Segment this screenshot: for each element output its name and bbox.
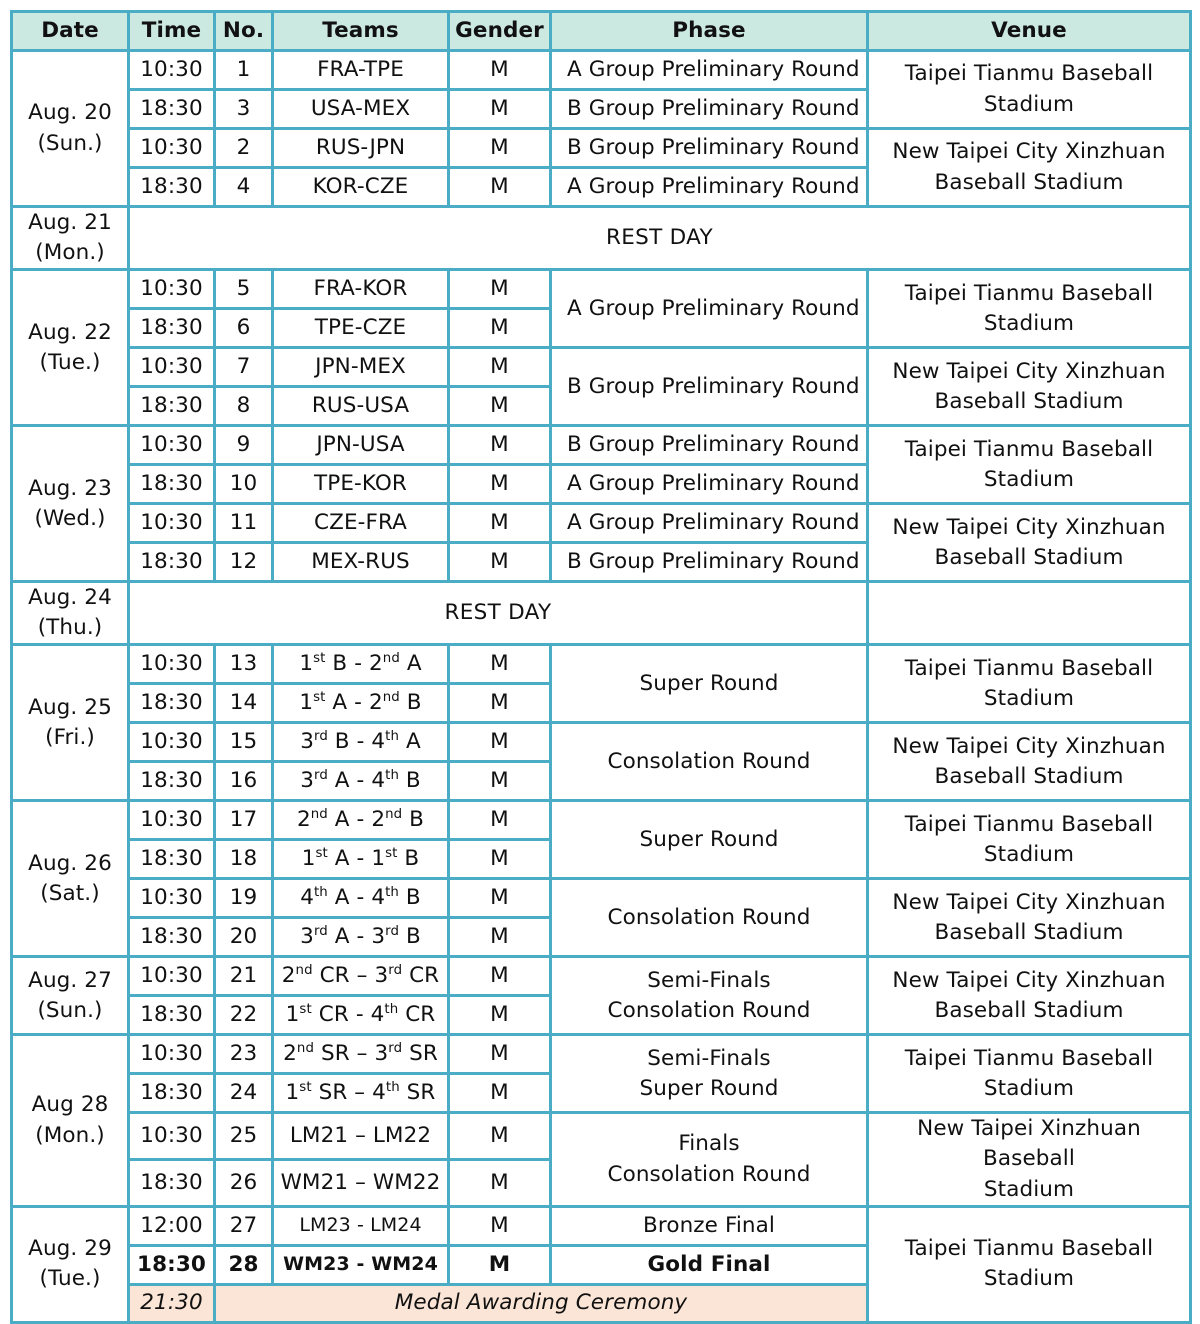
gender-cell: M [449,543,551,582]
teams-cell: KOR-CZE [273,168,449,207]
venue-cell: New Taipei City Xinzhuan Baseball Stadium [868,879,1191,957]
gender-cell: M [449,1074,551,1113]
teams-cell: 3rd B - 4th A [273,723,449,762]
time-cell: 18:30 [129,762,215,801]
venue-cell: Taipei Tianmu Baseball Stadium [868,426,1191,504]
phase-cell: Semi-Finals Consolation Round [551,957,868,1035]
teams-cell: CZE-FRA [273,504,449,543]
gender-cell: M [449,762,551,801]
game-row [12,504,1191,543]
gender-cell: M [449,168,551,207]
venue-cell: New Taipei Xinzhuan Baseball Stadium [868,1113,1191,1206]
rest-day-row [12,207,1191,270]
gender-cell: M [449,1035,551,1074]
game-row [12,879,1191,918]
game-number-cell: 9 [215,426,273,465]
game-number-cell: 12 [215,543,273,582]
date-cell: Aug. 24 (Thu.) [12,582,129,645]
gender-cell: M [449,879,551,918]
teams-cell: 2nd A - 2nd B [273,801,449,840]
gender-cell: M [449,426,551,465]
phase-cell: B Group Preliminary Round [551,129,868,168]
game-row [12,1113,1191,1160]
header-date: Date [12,12,129,51]
phase-cell: A Group Preliminary Round [551,270,868,348]
game-row [12,1206,1191,1245]
time-cell: 18:30 [129,840,215,879]
game-row [12,801,1191,840]
header-venue: Venue [868,12,1191,51]
rest-day-cell: REST DAY [129,207,1191,270]
gender-cell: M [449,309,551,348]
game-row [12,723,1191,762]
time-cell: 18:30 [129,465,215,504]
game-number-cell: 16 [215,762,273,801]
teams-cell: JPN-MEX [273,348,449,387]
gender-cell: M [449,1160,551,1207]
time-cell: 18:30 [129,1160,215,1207]
teams-cell: LM21 – LM22 [273,1113,449,1160]
teams-cell: JPN-USA [273,426,449,465]
time-cell: 10:30 [129,504,215,543]
game-row [12,129,1191,168]
date-cell: Aug 28 (Mon.) [12,1035,129,1206]
phase-cell: Gold Final [551,1245,868,1284]
phase-cell: B Group Preliminary Round [551,543,868,582]
game-row [12,1035,1191,1074]
teams-cell: 1st A - 1st B [273,840,449,879]
time-cell: 10:30 [129,957,215,996]
teams-cell: MEX-RUS [273,543,449,582]
gender-cell: M [449,348,551,387]
game-number-cell: 14 [215,684,273,723]
teams-cell: WM23 - WM24 [273,1245,449,1284]
game-number-cell: 11 [215,504,273,543]
venue-cell: New Taipei City Xinzhuan Baseball Stadium [868,129,1191,207]
gender-cell: M [449,1113,551,1160]
game-number-cell: 2 [215,129,273,168]
game-number-cell: 19 [215,879,273,918]
phase-cell: Finals Consolation Round [551,1113,868,1206]
venue-cell: Taipei Tianmu Baseball Stadium [868,51,1191,129]
gender-cell: M [449,840,551,879]
teams-cell: 2nd CR – 3rd CR [273,957,449,996]
game-number-cell: 21 [215,957,273,996]
venue-cell: Taipei Tianmu Baseball Stadium [868,1206,1191,1322]
time-cell: 18:30 [129,684,215,723]
teams-cell: 4th A - 4th B [273,879,449,918]
teams-cell: 3rd A - 4th B [273,762,449,801]
game-number-cell: 27 [215,1206,273,1245]
phase-cell: Consolation Round [551,879,868,957]
time-cell: 18:30 [129,1074,215,1113]
gender-cell: M [449,51,551,90]
time-cell: 10:30 [129,270,215,309]
time-cell: 10:30 [129,51,215,90]
game-number-cell: 5 [215,270,273,309]
date-cell: Aug. 26 (Sat.) [12,801,129,957]
date-cell: Aug. 27 (Sun.) [12,957,129,1035]
gender-cell: M [449,801,551,840]
phase-cell: A Group Preliminary Round [551,51,868,90]
phase-cell: B Group Preliminary Round [551,426,868,465]
venue-cell: Taipei Tianmu Baseball Stadium [868,270,1191,348]
teams-cell: 1st B - 2nd A [273,645,449,684]
game-number-cell: 8 [215,387,273,426]
gender-cell: M [449,645,551,684]
game-number-cell: 20 [215,918,273,957]
time-cell: 10:30 [129,723,215,762]
teams-cell: WM21 – WM22 [273,1160,449,1207]
rest-day-row [12,582,1191,645]
header-gender: Gender [449,12,551,51]
time-cell: 18:30 [129,543,215,582]
game-number-cell: 3 [215,90,273,129]
phase-cell: Super Round [551,801,868,879]
game-number-cell: 17 [215,801,273,840]
teams-cell: TPE-CZE [273,309,449,348]
venue-cell: New Taipei City Xinzhuan Baseball Stadium [868,723,1191,801]
teams-cell: TPE-KOR [273,465,449,504]
header-no: No. [215,12,273,51]
phase-cell: Bronze Final [551,1206,868,1245]
header-teams: Teams [273,12,449,51]
time-cell: 12:00 [129,1206,215,1245]
ceremony-time-cell: 21:30 [129,1284,215,1322]
venue-cell-empty [868,582,1191,645]
game-number-cell: 23 [215,1035,273,1074]
gender-cell: M [449,129,551,168]
rest-day-cell: REST DAY [129,582,868,645]
game-number-cell: 7 [215,348,273,387]
time-cell: 10:30 [129,129,215,168]
time-cell: 10:30 [129,1035,215,1074]
time-cell: 18:30 [129,918,215,957]
header-row [12,12,1191,51]
teams-cell: 1st A - 2nd B [273,684,449,723]
date-cell: Aug. 22 (Tue.) [12,270,129,426]
gender-cell: M [449,504,551,543]
gender-cell: M [449,684,551,723]
game-row [12,645,1191,684]
phase-cell: B Group Preliminary Round [551,90,868,129]
time-cell: 10:30 [129,879,215,918]
game-number-cell: 26 [215,1160,273,1207]
time-cell: 18:30 [129,168,215,207]
venue-cell: New Taipei City Xinzhuan Baseball Stadium [868,348,1191,426]
teams-cell: LM23 - LM24 [273,1206,449,1245]
gender-cell: M [449,90,551,129]
date-cell: Aug. 29 (Tue.) [12,1206,129,1322]
phase-cell: B Group Preliminary Round [551,348,868,426]
gender-cell: M [449,387,551,426]
time-cell: 10:30 [129,348,215,387]
game-number-cell: 18 [215,840,273,879]
phase-cell: A Group Preliminary Round [551,504,868,543]
game-row [12,51,1191,90]
game-row [12,957,1191,996]
gender-cell: M [449,723,551,762]
header-time: Time [129,12,215,51]
date-cell: Aug. 21 (Mon.) [12,207,129,270]
game-number-cell: 13 [215,645,273,684]
gender-cell: M [449,465,551,504]
time-cell: 10:30 [129,645,215,684]
game-number-cell: 22 [215,996,273,1035]
date-cell: Aug. 25 (Fri.) [12,645,129,801]
time-cell: 18:30 [129,90,215,129]
phase-cell: Super Round [551,645,868,723]
ceremony-label-cell: Medal Awarding Ceremony [215,1284,868,1322]
venue-cell: New Taipei City Xinzhuan Baseball Stadium [868,504,1191,582]
phase-cell: Semi-Finals Super Round [551,1035,868,1113]
teams-cell: RUS-USA [273,387,449,426]
game-number-cell: 15 [215,723,273,762]
teams-cell: 1st CR - 4th CR [273,996,449,1035]
game-number-cell: 25 [215,1113,273,1160]
teams-cell: 2nd SR – 3rd SR [273,1035,449,1074]
game-number-cell: 28 [215,1245,273,1284]
phase-cell: A Group Preliminary Round [551,465,868,504]
game-number-cell: 10 [215,465,273,504]
game-row [12,348,1191,387]
venue-cell: Taipei Tianmu Baseball Stadium [868,645,1191,723]
game-row [12,426,1191,465]
date-cell: Aug. 23 (Wed.) [12,426,129,582]
game-number-cell: 4 [215,168,273,207]
gender-cell: M [449,270,551,309]
game-number-cell: 6 [215,309,273,348]
teams-cell: USA-MEX [273,90,449,129]
time-cell: 18:30 [129,387,215,426]
venue-cell: Taipei Tianmu Baseball Stadium [868,801,1191,879]
teams-cell: 1st SR – 4th SR [273,1074,449,1113]
teams-cell: RUS-JPN [273,129,449,168]
phase-cell: Consolation Round [551,723,868,801]
time-cell: 10:30 [129,1113,215,1160]
teams-cell: FRA-TPE [273,51,449,90]
gender-cell: M [449,1245,551,1284]
venue-cell: Taipei Tianmu Baseball Stadium [868,1035,1191,1113]
date-cell: Aug. 20 (Sun.) [12,51,129,207]
game-number-cell: 1 [215,51,273,90]
time-cell: 18:30 [129,309,215,348]
schedule-table [10,10,1192,1324]
time-cell: 18:30 [129,1245,215,1284]
game-number-cell: 24 [215,1074,273,1113]
teams-cell: FRA-KOR [273,270,449,309]
gender-cell: M [449,918,551,957]
venue-cell: New Taipei City Xinzhuan Baseball Stadium [868,957,1191,1035]
teams-cell: 3rd A - 3rd B [273,918,449,957]
time-cell: 10:30 [129,426,215,465]
time-cell: 10:30 [129,801,215,840]
phase-cell: A Group Preliminary Round [551,168,868,207]
time-cell: 18:30 [129,996,215,1035]
gender-cell: M [449,996,551,1035]
gender-cell: M [449,1206,551,1245]
gender-cell: M [449,957,551,996]
header-phase: Phase [551,12,868,51]
game-row [12,270,1191,309]
